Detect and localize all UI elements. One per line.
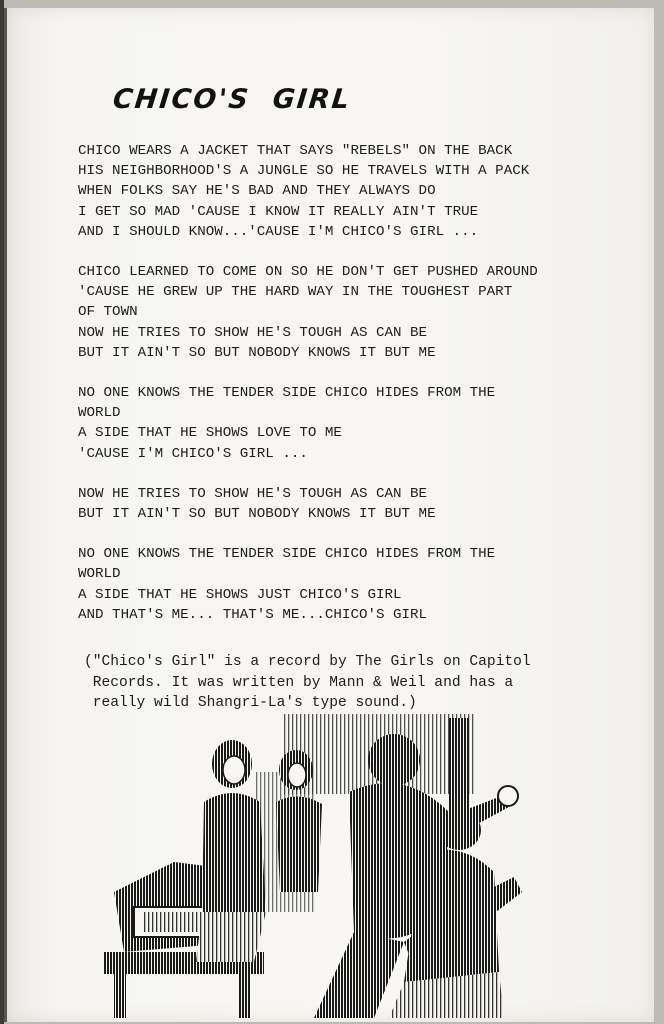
- note-line: Records. It was written by Mann & Weil and has a: [84, 674, 514, 691]
- lyric-line: NO ONE KNOWS THE TENDER SIDE CHICO HIDES FROM THE: [78, 546, 496, 563]
- lyrics-stanza: [78, 383, 633, 464]
- lyric-line: 'CAUSE HE GREW UP THE HARD WAY IN THE TOUGHEST PART: [78, 284, 513, 301]
- lyric-line: WORLD: [78, 405, 121, 422]
- page-title: CHICO'S GIRL: [111, 84, 353, 115]
- lyrics-block: [78, 141, 633, 645]
- lyrics-stanza: [78, 141, 633, 242]
- halftone-illustration: [104, 712, 534, 1018]
- lyric-line: BUT IT AIN'T SO BUT NOBODY KNOWS IT BUT ME: [78, 344, 436, 361]
- lyric-line: AND THAT'S ME... THAT'S ME...CHICO'S GIRL: [78, 606, 428, 623]
- lyric-line: WHEN FOLKS SAY HE'S BAD AND THEY ALWAYS DO: [78, 183, 436, 200]
- lyric-line: HIS NEIGHBORHOOD'S A JUNGLE SO HE TRAVELS WITH A PACK: [78, 163, 530, 180]
- lyric-line: NOW HE TRIES TO SHOW HE'S TOUGH AS CAN BE: [78, 324, 428, 341]
- lyric-line: I GET SO MAD 'CAUSE I KNOW IT REALLY AIN'T TRUE: [78, 203, 479, 220]
- lyric-line: 'CAUSE I'M CHICO'S GIRL ...: [78, 445, 308, 462]
- lyric-line: CHICO LEARNED TO COME ON SO HE DON'T GET PUSHED AROUND: [78, 264, 538, 281]
- lyric-line: WORLD: [78, 566, 121, 583]
- lyric-line: BUT IT AIN'T SO BUT NOBODY KNOWS IT BUT ME: [78, 506, 436, 523]
- lyrics-stanza: [78, 262, 633, 363]
- record-note: [84, 652, 604, 714]
- lyrics-stanza: [78, 484, 633, 524]
- lyric-line: A SIDE THAT HE SHOWS JUST CHICO'S GIRL: [78, 586, 402, 603]
- lyric-line: CHICO WEARS A JACKET THAT SAYS "REBELS" ON THE BACK: [78, 143, 513, 159]
- lyric-line: A SIDE THAT HE SHOWS LOVE TO ME: [78, 425, 342, 442]
- lyrics-stanza: [78, 544, 633, 625]
- note-line: ("Chico's Girl" is a record by The Girls on Capitol: [84, 654, 531, 670]
- lyric-line: OF TOWN: [78, 304, 138, 321]
- note-line: really wild Shangri-La's type sound.): [84, 695, 417, 711]
- lyric-line: AND I SHOULD KNOW...'CAUSE I'M CHICO'S GIRL ...: [78, 223, 479, 240]
- lyric-line: NOW HE TRIES TO SHOW HE'S TOUGH AS CAN BE: [78, 485, 428, 502]
- lyric-line: NO ONE KNOWS THE TENDER SIDE CHICO HIDES FROM THE: [78, 385, 496, 402]
